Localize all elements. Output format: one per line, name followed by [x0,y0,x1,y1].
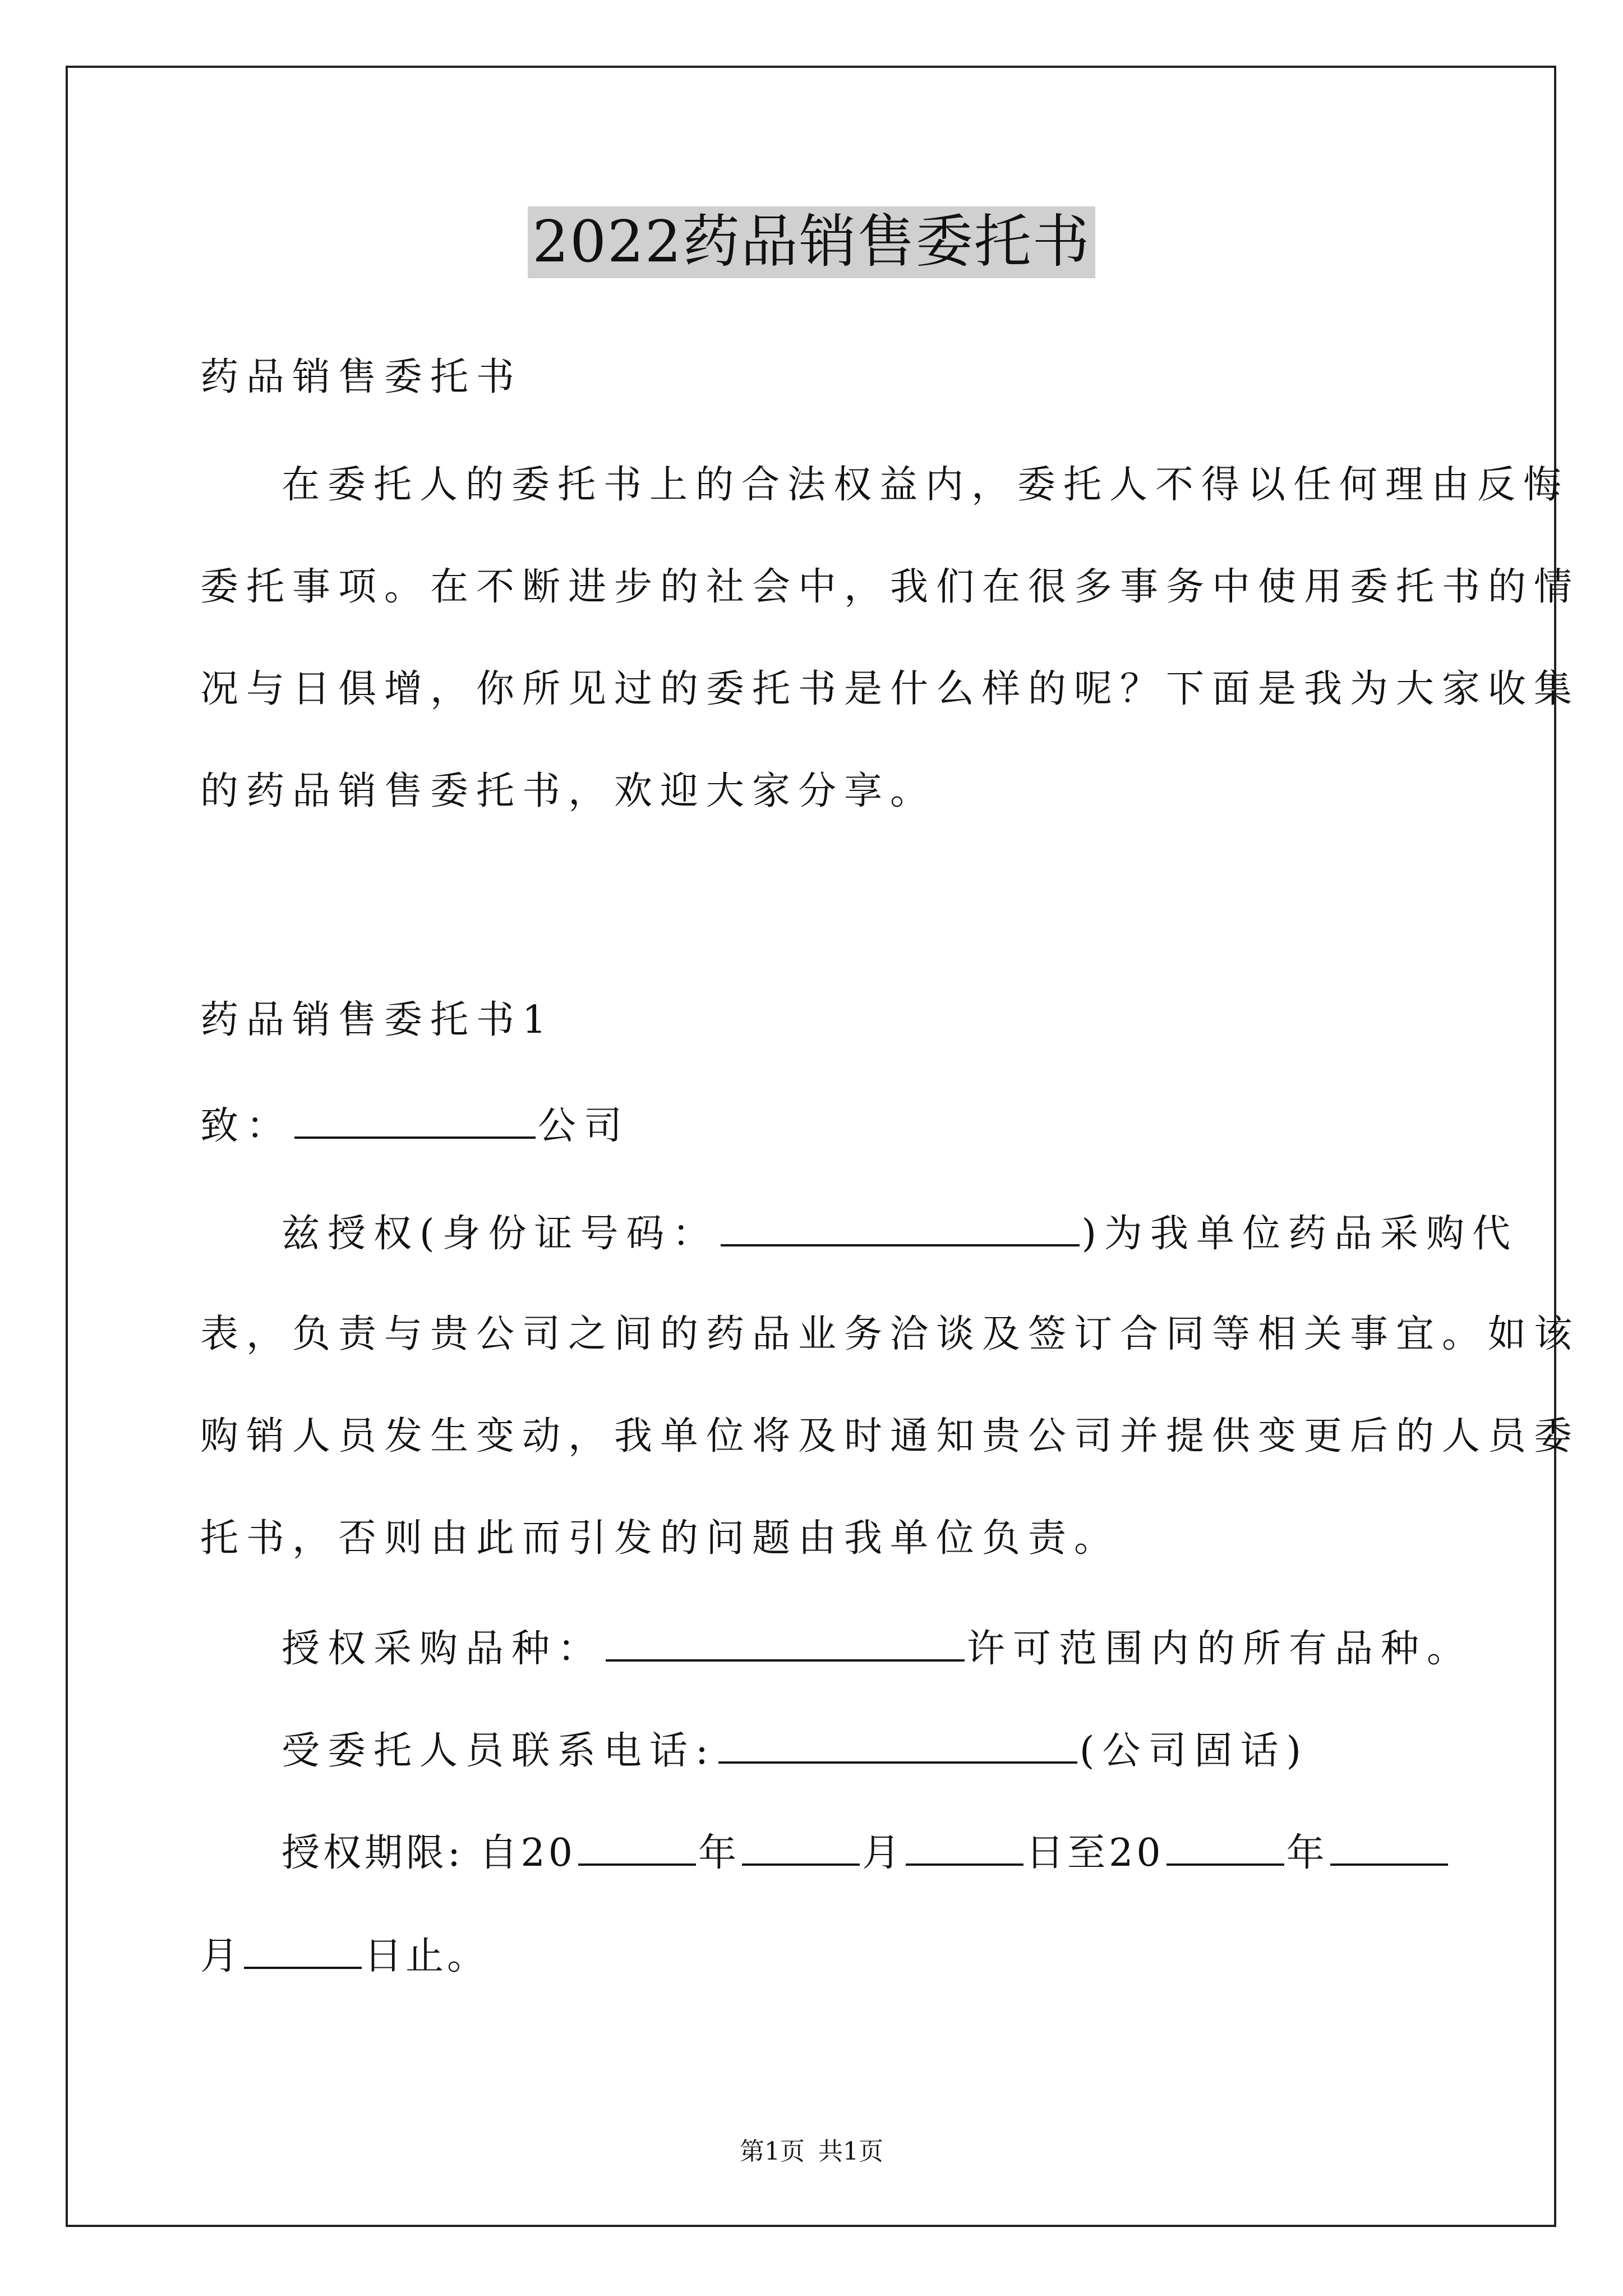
page-number: 第1页 [740,2137,805,2166]
variety-suffix: 许可范围内的所有品种。 [967,1627,1473,1671]
intro-line-2: 委托事项。在不断进步的社会中，我们在很多事务中使用委托书的情 [200,565,1580,609]
title-wrapper [0,206,1623,278]
intro-line-3: 况与日俱增，你所见过的委托书是什么样的呢？下面是我为大家收集 [200,667,1580,711]
period-prefix: 授权期限: 自20 [282,1831,577,1875]
addressee-line [200,1099,1428,1152]
start-year-blank[interactable] [578,1826,696,1866]
end-year-blank[interactable] [1166,1826,1284,1866]
period-day-to-label: 日至20 [1026,1831,1164,1875]
page-total: 共1页 [818,2137,883,2166]
start-day-blank[interactable] [906,1826,1023,1866]
authorization-line-2: 表，负责与贵公司之间的药品业务洽谈及签订合同等相关事宜。如该 [200,1312,1580,1356]
period-year-label-2: 年 [1286,1831,1328,1875]
document-title: 2022药品销售委托书 [528,206,1095,278]
period-year-label-1: 年 [698,1831,740,1875]
subheading: 药品销售委托书 [200,355,523,399]
variety-blank[interactable] [606,1622,965,1662]
intro-line-4: 的药品销售委托书，欢迎大家分享。 [200,769,937,813]
variety-line [282,1622,1473,1674]
authorization-prefix: 兹授权(身份证号码： [282,1212,718,1256]
phone-prefix: 受委托人员联系电话: [282,1729,716,1773]
end-month-blank-part[interactable] [1330,1826,1448,1866]
section-title: 药品销售委托书1 [200,998,555,1042]
variety-prefix: 授权采购品种： [282,1627,604,1671]
authorization-suffix: )为我单位药品采购代 [1081,1212,1519,1256]
addressee-suffix: 公司 [538,1104,630,1148]
period-end-label: 日止。 [364,1934,489,1978]
period-line-1 [282,1826,1428,1879]
period-month-label-1: 月 [862,1831,904,1875]
page-footer [0,2136,1623,2168]
intro-line-1: 在委托人的委托书上的合法权益内，委托人不得以任何理由反悔 [282,463,1570,507]
authorization-line-3: 购销人员发生变动，我单位将及时通知贵公司并提供变更后的人员委 [200,1414,1580,1458]
authorization-line-1 [282,1207,1519,1259]
authorization-line-4: 托书，否则由此而引发的问题由我单位负责。 [200,1516,1121,1561]
start-month-blank[interactable] [742,1826,860,1866]
phone-blank[interactable] [718,1724,1077,1764]
id-number-blank[interactable] [721,1207,1080,1246]
phone-suffix: (公司固话) [1079,1729,1309,1773]
addressee-prefix: 致： [200,1104,293,1148]
company-name-blank[interactable] [294,1099,536,1139]
end-day-blank[interactable] [244,1930,362,1969]
period-line-2 [200,1930,1428,1982]
phone-line [282,1724,1428,1777]
period-month-label-2: 月 [200,1934,242,1978]
